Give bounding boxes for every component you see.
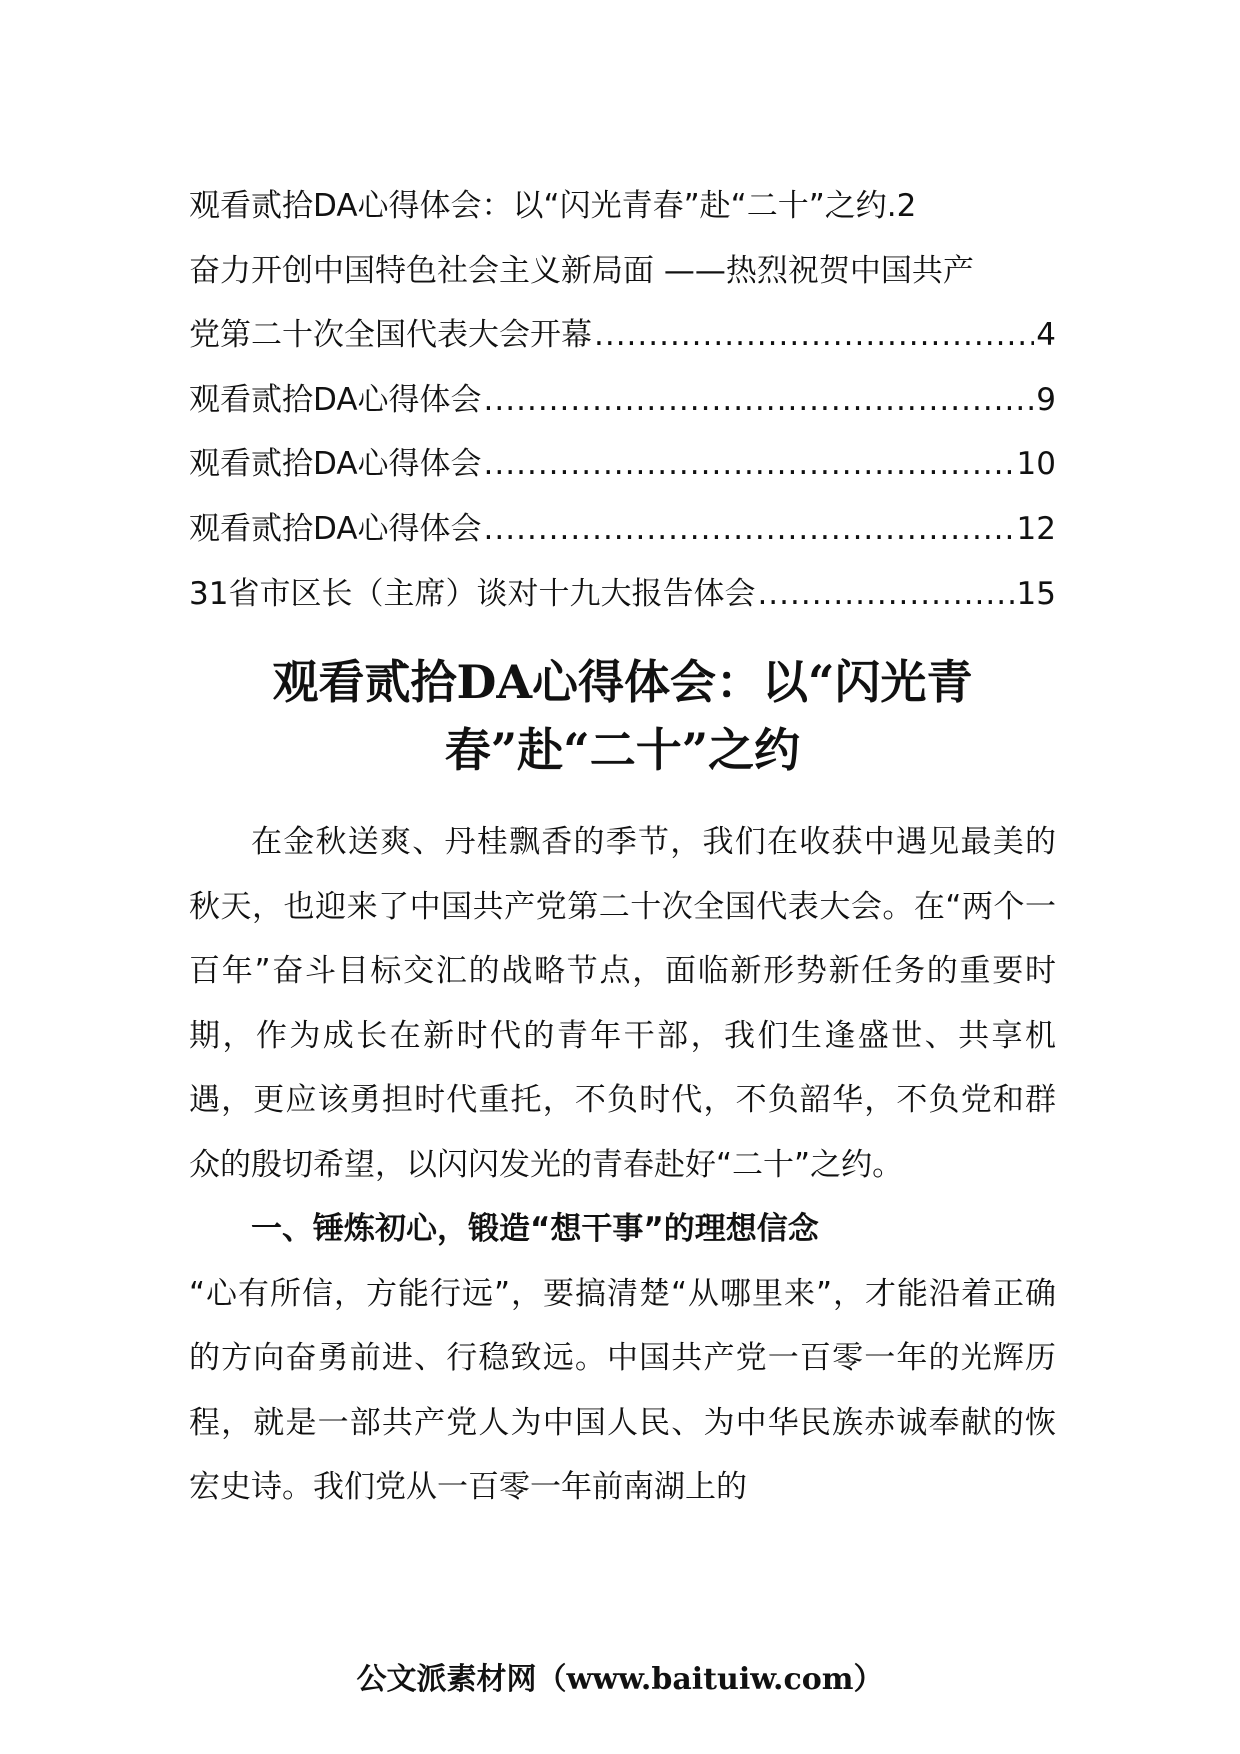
toc-entry-page: 9 <box>1036 381 1056 418</box>
toc-entry-page: 12 <box>1016 510 1056 547</box>
toc-entry[interactable] <box>189 497 1056 562</box>
article-title <box>189 648 1056 784</box>
toc-leader-dots <box>757 562 1014 627</box>
toc-entry[interactable] <box>189 432 1056 497</box>
toc-entry-title: 观看贰拾DA心得体会 <box>189 510 482 547</box>
toc-leader-dots <box>484 368 1035 433</box>
toc-entry-page: 10 <box>1016 446 1056 483</box>
toc-entry[interactable] <box>189 174 1056 239</box>
section-heading: 一、锤炼初心，锻造“想干事”的理想信念 <box>251 1211 819 1247</box>
toc-entry[interactable] <box>189 239 1056 368</box>
toc-entry-page: 4 <box>1036 317 1056 354</box>
toc-entry-title: 观看贰拾DA心得体会：以“闪光青春”赴“二十”之约. <box>189 188 897 224</box>
toc-leader-dots <box>594 303 1034 368</box>
toc-entry-title: 31省市区长（主席）谈对十九大报告体会 <box>189 575 756 612</box>
toc-entry-page: 2 <box>896 188 917 224</box>
article-title-line2: 春”赴“二十”之约 <box>444 723 801 777</box>
toc-entry-title-line2: 党第二十次全国代表大会开幕 <box>189 317 592 354</box>
toc-entry-title-line1: 奋力开创中国特色社会主义新局面 ——热烈祝贺中国共产 <box>189 252 974 289</box>
article-title-line1: 观看贰拾DA心得体会：以“闪光青 <box>272 655 973 709</box>
toc-entry-page: 15 <box>1016 575 1056 612</box>
toc-leader-dots <box>484 497 1015 562</box>
body-paragraph: 在金秋送爽、丹桂飘香的季节，我们在收获中遇见最美的秋天，也迎来了中国共产党第二十次全国代表大会。在“两个一百年”奋斗目标交汇的战略节点，面临新形势新任务的重要时期，作为成长在新时代的青年干部，我们生逢盛世、共享机遇，更应该勇担时代重托，不负时代，不负韶华，不负党和群众的殷切希望，以闪闪发光的青春赴好“二十”之约。 <box>189 824 1056 1183</box>
article-body <box>189 810 1056 1520</box>
toc-entry-title: 观看贰拾DA心得体会 <box>189 381 482 418</box>
page-footer: 公文派素材网（www.baituiw.com） <box>356 1662 884 1697</box>
toc-entry[interactable] <box>189 562 1056 627</box>
toc-entry-title: 观看贰拾DA心得体会 <box>189 446 482 483</box>
toc-leader-dots <box>484 432 1015 497</box>
body-paragraph: “心有所信，方能行远”，要搞清楚“从哪里来”，才能沿着正确的方向奋勇前进、行稳致远。中国共产党一百零一年的光辉历程，就是一部共产党人为中国人民、为中华民族赤诚奉献的恢宏史诗。我们党从一百零一年前南湖上的 <box>189 1275 1056 1505</box>
toc-entry[interactable] <box>189 368 1056 433</box>
table-of-contents <box>189 174 1056 626</box>
